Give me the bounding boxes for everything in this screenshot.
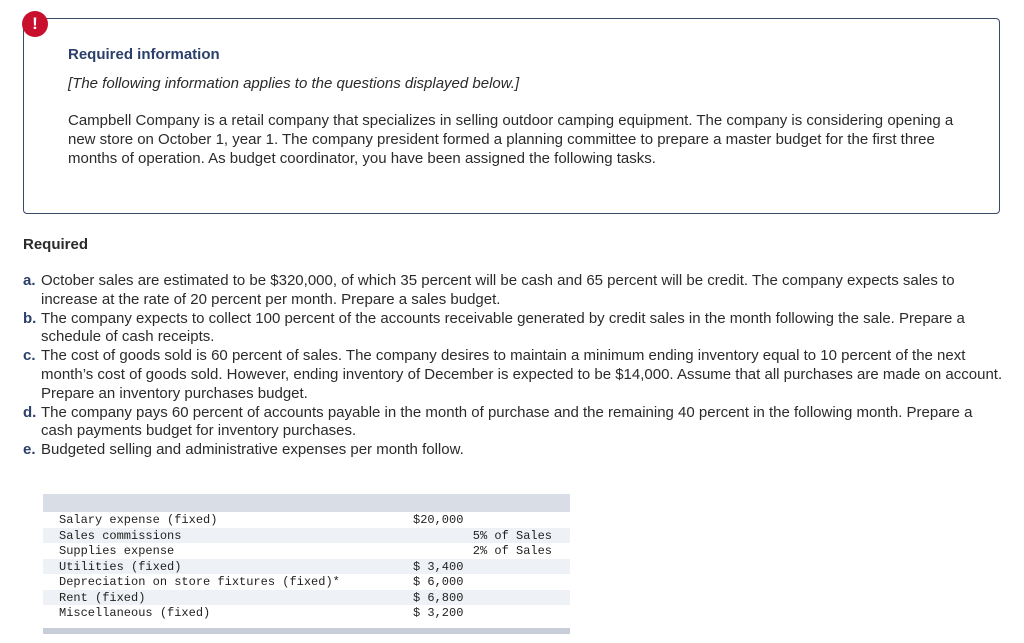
table-footer-bar: [43, 628, 570, 634]
task-b: [23, 310, 1003, 348]
task-text: October sales are estimated to be $320,000, of which 35 percent will be cash and 65 percent will be credit. The company expects sales to increase at the rate of 20 percent per month. Prepare a sales budget.: [41, 272, 955, 308]
task-d: [23, 404, 1003, 442]
expense-label: Salary expense (fixed): [59, 513, 218, 527]
table-row: [43, 605, 570, 621]
expense-amount: $ 6,000: [413, 575, 464, 589]
expense-amount: $ 3,200: [413, 606, 464, 620]
task-text: The company pays 60 percent of accounts payable in the month of purchase and the remaining 40 percent in the following month. Prepare a cash payments budget for inventory purchases.: [41, 403, 973, 440]
table-row: [43, 574, 570, 590]
expense-percent: 2% of Sales: [472, 544, 552, 558]
expense-amount: $ 6,800: [413, 590, 464, 605]
task-list: [23, 272, 1003, 460]
table-row: [43, 528, 570, 544]
task-text: Budgeted selling and administrative expenses per month follow.: [41, 441, 464, 459]
expense-label: Sales commissions: [59, 528, 182, 543]
table-row: [43, 543, 570, 559]
expense-label: Depreciation on store fixtures (fixed)*: [59, 575, 340, 589]
table-row: [43, 512, 570, 528]
task-c: [23, 347, 1003, 403]
exclamation-icon: !: [22, 11, 48, 37]
expense-label: Supplies expense: [59, 544, 175, 558]
expense-label: Miscellaneous (fixed): [59, 606, 211, 620]
task-letter: d.: [23, 403, 37, 421]
required-heading: Required: [23, 236, 89, 253]
task-letter: a.: [23, 272, 36, 289]
task-letter: c.: [23, 347, 36, 365]
expense-amount: $20,000: [413, 513, 464, 527]
required-information-box: [23, 18, 1000, 214]
task-letter: e.: [23, 441, 36, 459]
task-text: The company expects to collect 100 percent of the accounts receivable generated by credit sales in the month following the sale. Prepare a schedule of cash receipts.: [41, 309, 965, 346]
expense-label: Utilities (fixed): [59, 559, 182, 574]
table-row: [43, 559, 570, 575]
table-row: [43, 590, 570, 606]
task-e: [23, 441, 1003, 460]
task-a: [23, 272, 1003, 310]
task-letter: b.: [23, 309, 37, 327]
expense-table: [43, 494, 570, 634]
info-title: Required information: [68, 46, 220, 63]
info-body: Campbell Company is a retail company that specializes in selling outdoor camping equipment. The company is considering opening a new store on October 1, year 1. The company president formed a planning committee to prepare a master budget for the first three months of operation. As budget coordinator, you have been assigned the following tasks.: [68, 112, 954, 167]
info-note: [The following information applies to the questions displayed below.]: [68, 75, 520, 92]
expense-percent: 5% of Sales: [472, 528, 552, 543]
task-text: The cost of goods sold is 60 percent of sales. The company desires to maintain a minimum ending inventory equal to 10 percent of the next month’s cost of goods sold. However, ending inventory of December is expected to be $14,000. Assume that all purchases are made on account. Prepare an inventory purchases budget.: [41, 347, 1003, 402]
expense-amount: $ 3,400: [413, 559, 464, 574]
expense-label: Rent (fixed): [59, 590, 146, 605]
table-header-bar: [43, 494, 570, 512]
